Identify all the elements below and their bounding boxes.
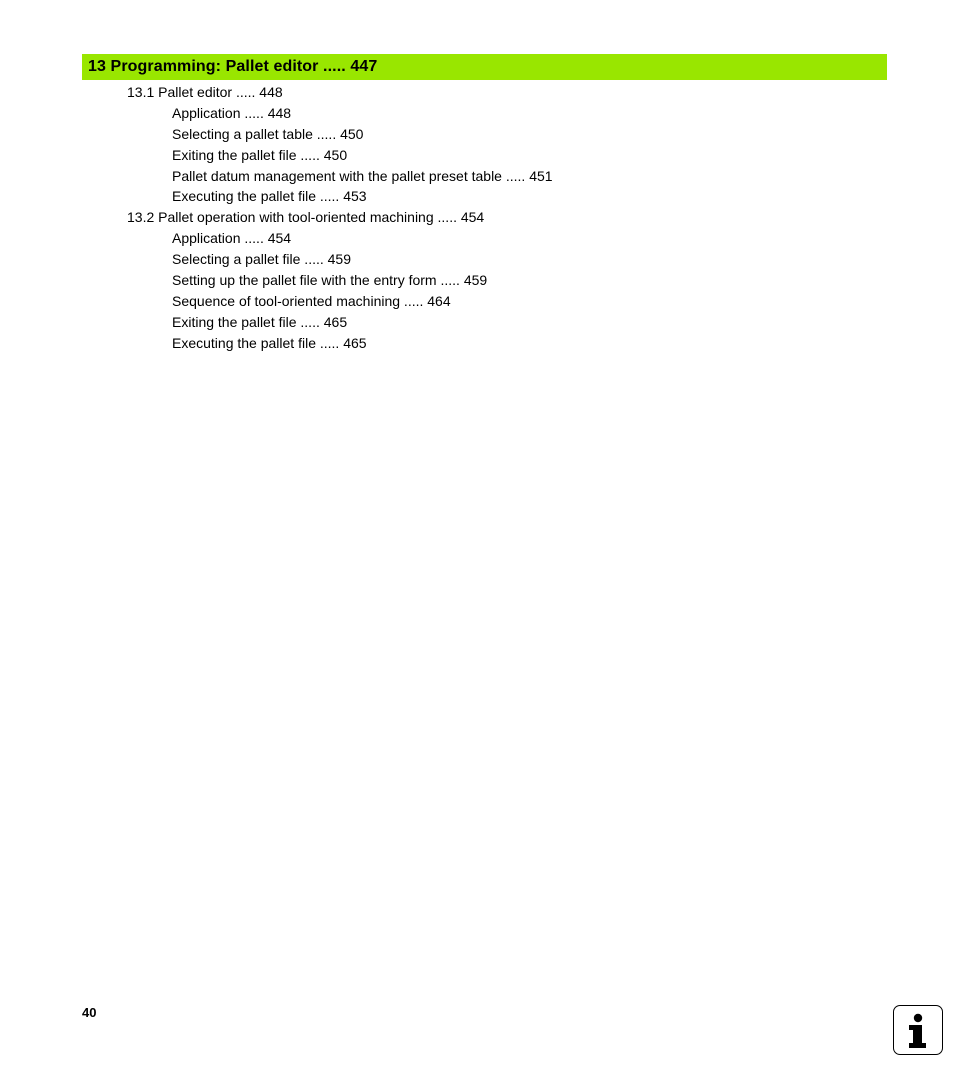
page-number: 40 [82,1005,97,1020]
toc-subsection[interactable]: Selecting a pallet file ..... 459 [172,251,351,268]
toc-subsection[interactable]: Application ..... 454 [172,230,292,247]
toc-subsection[interactable]: Application ..... 448 [172,104,292,121]
toc-subsection[interactable]: Selecting a pallet table ..... 450 [172,125,364,142]
toc-subsection[interactable]: Executing the pallet file ..... 465 [172,334,367,351]
toc-subsection[interactable]: Setting up the pallet file with the entry form ..... 459 [172,272,488,289]
toc-section[interactable]: 13.1 Pallet editor ..... 448 [127,84,283,100]
toc-subsection[interactable]: Exiting the pallet file ..... 450 [172,146,348,163]
toc-subsection[interactable]: Exiting the pallet file ..... 465 [172,313,348,330]
chapter-header-bar [82,54,887,80]
chapter-title[interactable]: 13 Programming: Pallet editor ..... 447 [88,58,378,75]
toc-subsection[interactable]: Executing the pallet file ..... 453 [172,188,367,205]
table-of-contents [0,82,954,354]
toc-subsection[interactable]: Sequence of tool-oriented machining ..... 464 [172,292,451,309]
info-icon [893,1005,943,1055]
info-glyph [894,1006,941,1053]
toc-subsection[interactable]: Pallet datum management with the pallet preset table ..... 451 [172,167,553,184]
toc-section[interactable]: 13.2 Pallet operation with tool-oriented machining ..... 454 [127,209,485,226]
